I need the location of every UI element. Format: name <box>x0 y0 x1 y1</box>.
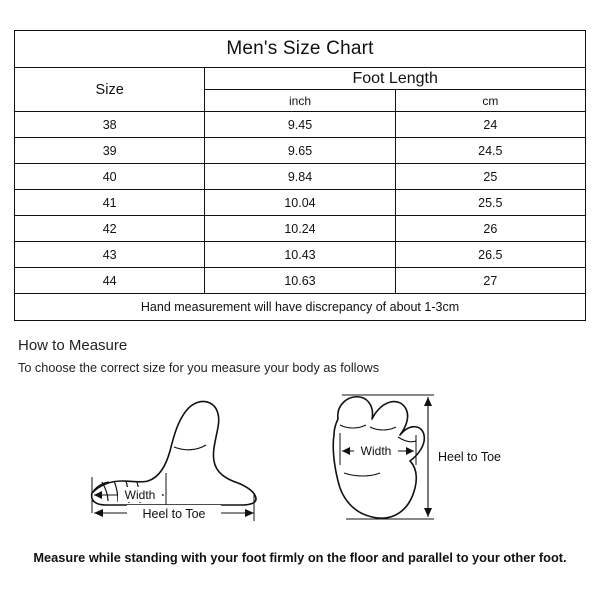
how-to-measure-heading: How to Measure <box>18 337 128 354</box>
foot-side-view-illustration <box>92 401 256 505</box>
cell-inch: 9.65 <box>205 138 395 164</box>
cell-inch: 10.63 <box>205 268 395 294</box>
cell-size: 41 <box>15 190 205 216</box>
how-to-measure-subheading: To choose the correct size for you measure your body as follows <box>18 361 380 375</box>
table-header-row <box>15 68 586 90</box>
table-row <box>15 112 586 138</box>
table-note-row <box>15 294 586 321</box>
column-header-size: Size <box>15 68 205 112</box>
top-view-heel-to-toe-label: Heel to Toe <box>438 450 502 464</box>
cell-inch: 10.04 <box>205 190 395 216</box>
top-view-width-dimension <box>340 433 416 465</box>
column-header-inch: inch <box>205 90 395 112</box>
measurement-note: Hand measurement will have discrepancy of about 1-3cm <box>15 294 586 321</box>
cell-cm: 26 <box>395 216 585 242</box>
cell-cm: 25 <box>395 164 585 190</box>
side-view-heel-to-toe-label: Heel to Toe <box>142 507 206 521</box>
side-view-width-label: Width <box>124 488 156 502</box>
size-chart-table <box>14 30 586 321</box>
table-row <box>15 164 586 190</box>
cell-size: 39 <box>15 138 205 164</box>
page-title: Men's Size Chart <box>15 31 586 68</box>
cell-cm: 25.5 <box>395 190 585 216</box>
table-row <box>15 216 586 242</box>
measure-footer-note: Measure while standing with your foot firmly on the floor and parallel to your other foot. <box>33 550 567 565</box>
column-header-cm: cm <box>395 90 585 112</box>
table-row <box>15 138 586 164</box>
cell-cm: 24.5 <box>395 138 585 164</box>
top-view-width-label: Width <box>360 444 392 458</box>
cell-inch: 10.24 <box>205 216 395 242</box>
cell-size: 42 <box>15 216 205 242</box>
measurement-diagram <box>14 381 586 541</box>
cell-inch: 9.84 <box>205 164 395 190</box>
cell-cm: 24 <box>395 112 585 138</box>
cell-size: 44 <box>15 268 205 294</box>
table-row <box>15 190 586 216</box>
cell-cm: 27 <box>395 268 585 294</box>
cell-inch: 9.45 <box>205 112 395 138</box>
table-row <box>15 242 586 268</box>
column-header-foot-length: Foot Length <box>205 68 586 90</box>
cell-cm: 26.5 <box>395 242 585 268</box>
cell-inch: 10.43 <box>205 242 395 268</box>
cell-size: 43 <box>15 242 205 268</box>
cell-size: 38 <box>15 112 205 138</box>
table-title-row <box>15 31 586 68</box>
cell-size: 40 <box>15 164 205 190</box>
table-row <box>15 268 586 294</box>
